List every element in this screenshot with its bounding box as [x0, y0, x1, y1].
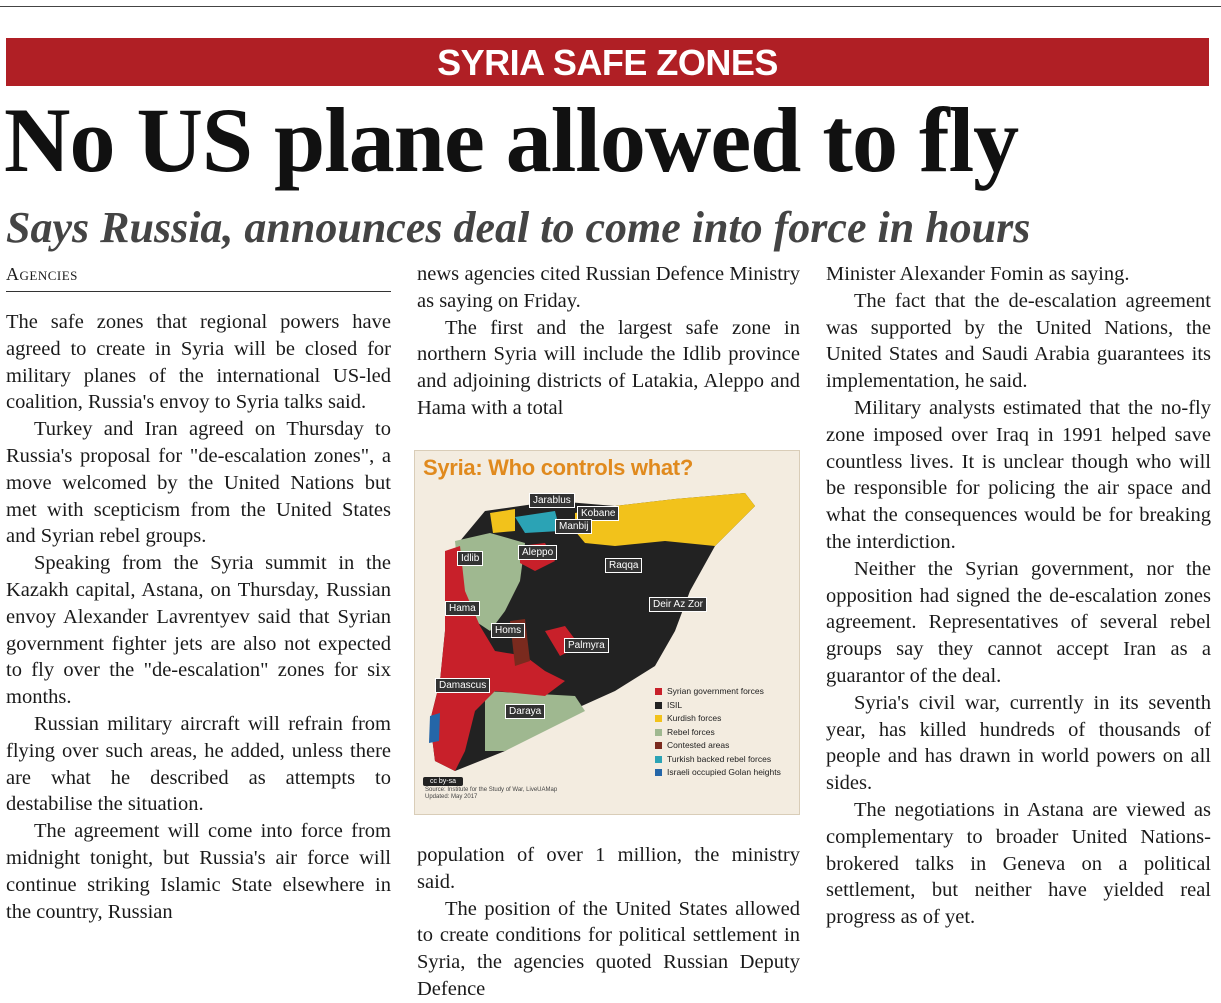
legend-item: [655, 768, 800, 777]
legend-swatch: [655, 688, 662, 695]
legend-swatch: [655, 756, 662, 763]
legend-label: Israeli occupied Golan heights: [667, 767, 781, 777]
headline: No US plane allowed to fly: [4, 89, 1019, 191]
paragraph: The first and the largest safe zone in northern Syria will include the Idlib province and adjoining districts of Latakia, Aleppo and Hama with a total: [417, 316, 800, 419]
column-3: [826, 261, 1211, 931]
map-label-idlib: Idlib: [457, 551, 483, 566]
paragraph: Military analysts estimated that the no-fly zone imposed over Iraq in 1991 helped save countless lives. It is unclear though who will be responsible for policing the air space and what the consequences would be for breaking the interdiction.: [826, 396, 1211, 553]
paragraph: The agreement will come into force from midnight tonight, but Russia's air force will continue striking Islamic State elsewhere in the country, Russian: [6, 820, 391, 923]
section-banner: SYRIA SAFE ZONES: [6, 38, 1209, 86]
paragraph: Russian military aircraft will refrain from flying over such areas, he added, unless there are what he described as attempts to destabilise the situation.: [6, 712, 391, 816]
legend-swatch: [655, 715, 662, 722]
paragraph: The safe zones that regional powers have agreed to create in Syria will be closed for military planes of the international US-led coalition, Russia's envoy to Syria talks said.: [6, 311, 391, 414]
paragraph: Speaking from the Syria summit in the Kazakh capital, Astana, on Thursday, Russian envoy Alexander Lavrentyev said that Syrian government fighter jets are also not expected to fly over the "de-escalation" zones for six months.: [6, 552, 391, 709]
kurdish-west-region: [490, 509, 515, 533]
legend-label: Syrian government forces: [667, 686, 764, 696]
legend-label: Contested areas: [667, 740, 730, 750]
paragraph: Minister Alexander Fomin as saying.: [826, 263, 1130, 285]
paragraph: The fact that the de-escalation agreement was supported by the United Nations, the United States and Saudi Arabia guarantees its implementation, he said.: [826, 289, 1211, 393]
map-label-aleppo: Aleppo: [518, 545, 557, 560]
top-rule: [0, 6, 1221, 7]
legend-swatch: [655, 742, 662, 749]
map-title: Syria: Who controls what?: [423, 455, 693, 480]
legend-item: [655, 755, 800, 764]
paragraph: news agencies cited Russian Defence Ministry as saying on Friday.: [417, 263, 800, 312]
legend-label: Kurdish forces: [667, 713, 722, 723]
legend-label: ISIL: [667, 699, 683, 710]
paragraph: Syria's civil war, currently in its seventh year, has killed hundreds of thousands of people and has drawn in world powers on all sides.: [826, 691, 1211, 795]
rebel-south-region: [485, 691, 585, 751]
byline: Agencies: [6, 264, 391, 292]
paragraph: Neither the Syrian government, nor the opposition had signed the de-escalation zones agreement. Representatives of several rebel groups say they cannot accept Iran as a guarantor of the deal.: [826, 557, 1211, 687]
legend-item: [655, 714, 800, 723]
subheadline: Says Russia, announces deal to come into force in hours: [6, 203, 1031, 252]
map-legend: [655, 687, 800, 782]
map-label-kobane: Kobane: [577, 506, 619, 521]
legend-item: [655, 687, 800, 696]
column-1: [6, 309, 391, 925]
column-2-bottom: [417, 842, 800, 1003]
paragraph: The position of the United States allowed to create conditions for political settlement in Syria, the agencies quoted Russian Deputy Defence: [417, 897, 800, 1000]
paragraph: Turkey and Iran agreed on Thursday to Russia's proposal for "de-escalation zones", a move welcomed by the United Nations but met with scepticism from the United States and Syrian rebel groups.: [6, 418, 391, 548]
map-source-text: Source: Institute for the Study of War, LiveUAMap: [425, 787, 558, 793]
syria-control-map: [414, 450, 800, 815]
legend-item: [655, 741, 800, 750]
map-label-deir-az-zor: Deir Az Zor: [649, 597, 707, 612]
map-label-jarablus: Jarablus: [529, 493, 575, 508]
map-label-palmyra: Palmyra: [564, 638, 609, 653]
map-label-homs: Homs: [491, 623, 525, 638]
column-2-top: [417, 261, 800, 422]
map-label-damascus: Damascus: [435, 678, 490, 693]
legend-item: [655, 701, 800, 710]
legend-swatch: [655, 702, 662, 709]
cc-license-icon: cc by-sa: [423, 777, 463, 786]
map-source: [425, 787, 557, 801]
legend-item: [655, 728, 800, 737]
legend-label: Turkish backed rebel forces: [667, 753, 772, 764]
legend-swatch: [655, 769, 662, 776]
golan-region: [429, 713, 440, 743]
legend-swatch: [655, 729, 662, 736]
map-label-raqqa: Raqqa: [605, 558, 642, 573]
paragraph: The negotiations in Astana are viewed as complementary to broader United Nations-brokered talks in Geneva on a political settlement, but neither have yielded real progress as of yet.: [826, 798, 1211, 929]
map-label-manbij: Manbij: [555, 519, 592, 534]
map-updated-text: Updated: May 2017: [425, 794, 478, 800]
map-label-daraya: Daraya: [505, 704, 545, 719]
legend-label: Rebel forces: [667, 726, 715, 737]
paragraph: population of over 1 million, the ministry said.: [417, 844, 800, 893]
map-label-hama: Hama: [445, 601, 480, 616]
